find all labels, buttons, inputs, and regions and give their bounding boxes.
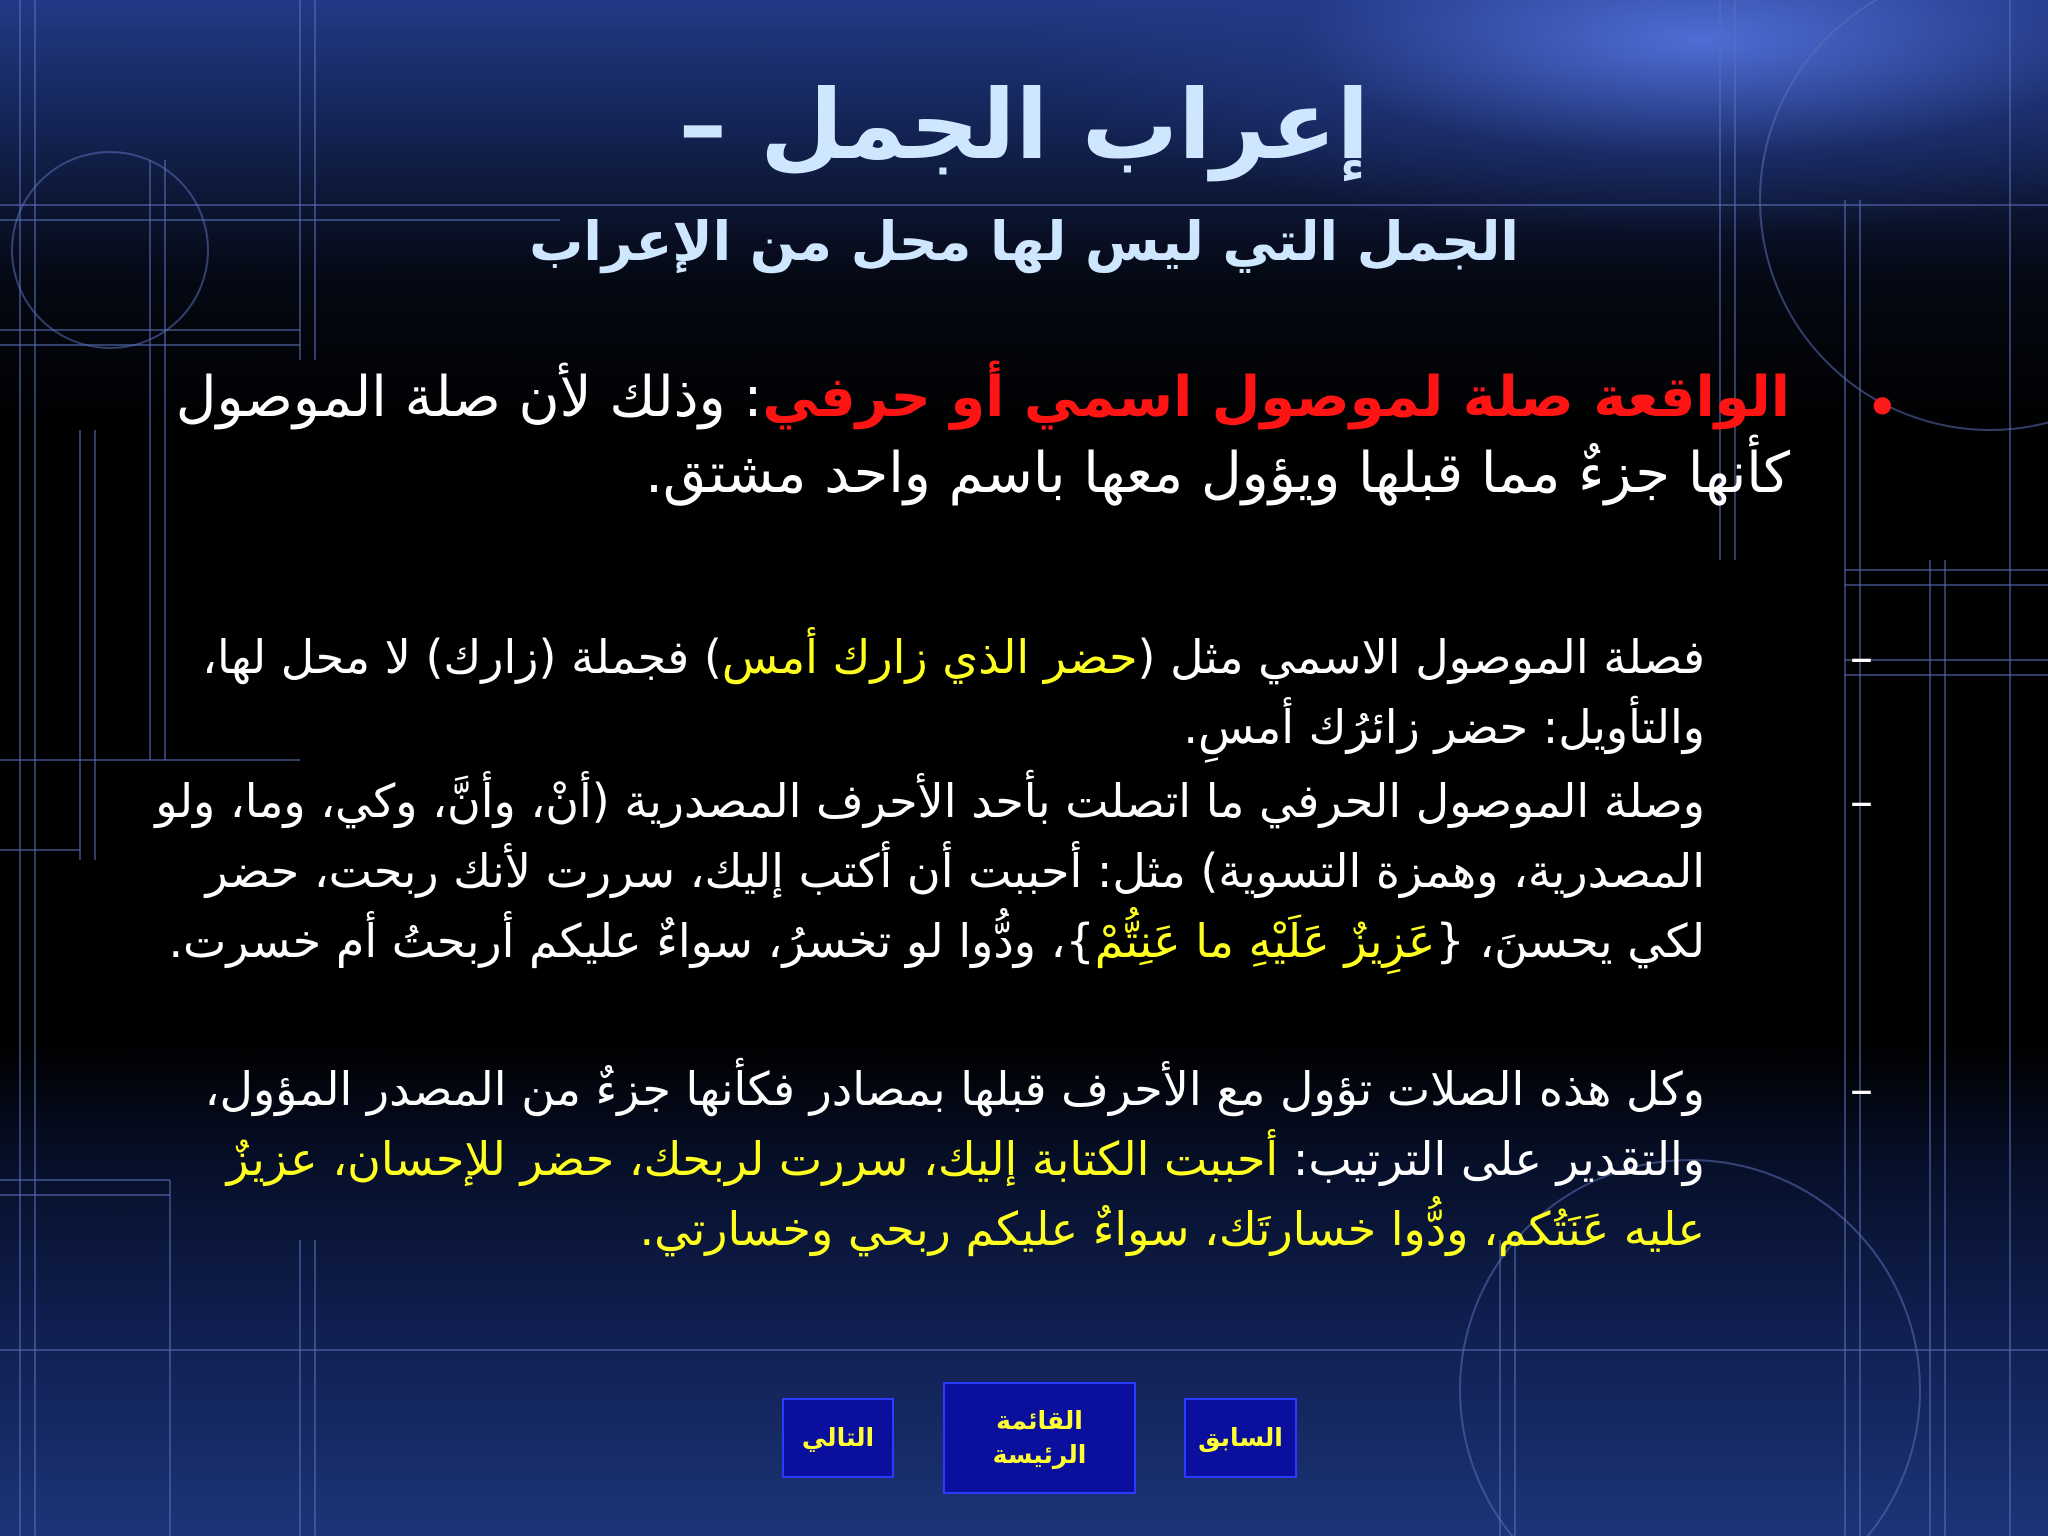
bullet-body: : وذلك لأن صلة الموصول كأنها جزءٌ مما قبلها ويؤول معها باسم واحد مشتق. — [175, 365, 1790, 506]
sub-item-highlight: عَزِيزٌ عَلَيْهِ ما عَنِتُّمْ — [1094, 914, 1436, 968]
previous-button[interactable] — [1184, 1398, 1297, 1478]
sub-item-1 — [150, 622, 1705, 762]
sub-item-text: وكل هذه الصلات تؤول مع الأحرف قبلها بمصادر فكأنها جزءٌ من المصدر المؤول، والتقدير على الترتيب: — [204, 1062, 1705, 1186]
sub-item-dash: – — [1850, 774, 1873, 828]
sub-item-dash: – — [1850, 1062, 1873, 1116]
sub-item-text: ) فجملة (زارك) لا محل لها، والتأويل: حضر زائرُك أمسِ. — [202, 630, 1705, 754]
next-button-label: التالي — [801, 1423, 875, 1453]
sub-item-text: فصلة الموصول الاسمي مثل ( — [1137, 630, 1705, 684]
sub-item-2 — [150, 766, 1705, 976]
slide-title: إعراب الجمل – — [678, 69, 1370, 181]
slide-subtitle: الجمل التي ليس لها محل من الإعراب — [529, 210, 1519, 273]
bullet-heading: الواقعة صلة لموصول اسمي أو حرفي — [762, 365, 1790, 430]
home-menu-label-line2: الرئيسة — [992, 1440, 1087, 1469]
sub-item-text: }، ودُّوا لو تخسرُ، سواءٌ عليكم أربحتُ أم خسرت. — [168, 914, 1095, 968]
sub-item-highlight: حضر الذي زارك أمس — [721, 630, 1138, 684]
sub-item-dash: – — [1850, 630, 1873, 684]
sub-item-highlight: أحببت الكتابة إليك، سررت لربحك، حضر للإحسان، عزيزٌ عليه عَنَتُكم، ودُّوا خسارتَك، سواءٌ عليكم ربحي وخسارتي. — [226, 1132, 1705, 1256]
home-menu-button[interactable] — [943, 1382, 1136, 1494]
sub-item-text: وصلة الموصول الحرفي ما اتصلت بأحد الأحرف المصدرية (أنْ، وأنَّ، وكي، وما، ولو المصدرية، وهمزة التسوية) مثل: أحببت أن أكتب إليك، سررت لأنك ربحت، حضر لكي يحسنَ، { — [155, 774, 1705, 968]
sub-item-3 — [150, 1054, 1705, 1264]
bullet-marker: • — [1864, 373, 1900, 443]
next-button[interactable] — [782, 1398, 894, 1478]
previous-button-label: السابق — [1198, 1423, 1283, 1453]
bullet-main-text — [150, 360, 1790, 512]
home-menu-label-line1: القائمة — [996, 1406, 1083, 1436]
